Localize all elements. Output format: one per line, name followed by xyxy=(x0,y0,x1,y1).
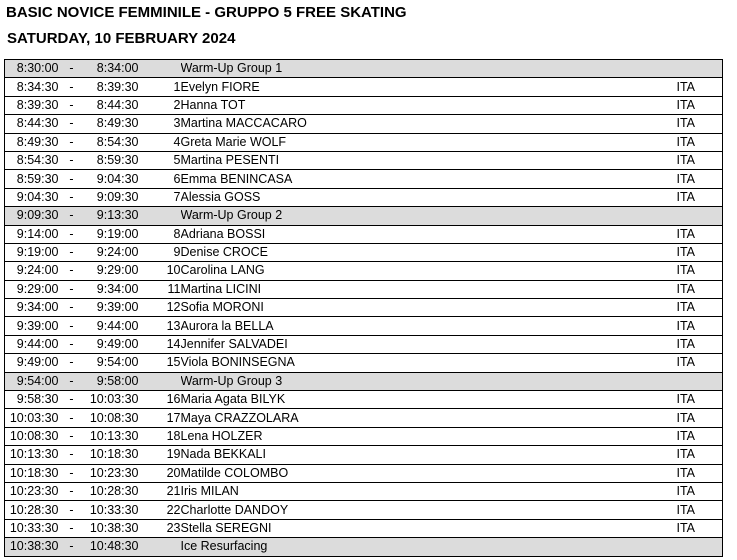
start-time: 10:23:30 xyxy=(5,482,59,500)
nation: ITA xyxy=(677,262,723,280)
start-number: 21 xyxy=(139,482,181,500)
event-label: Ice Resurfacing xyxy=(181,538,677,556)
start-time: 10:18:30 xyxy=(5,464,59,482)
event-label: Warm-Up Group 3 xyxy=(181,372,677,390)
time-separator: - xyxy=(59,501,85,519)
schedule-event-row xyxy=(5,207,723,225)
skater-name: Greta Marie WOLF xyxy=(181,133,677,151)
start-number: 3 xyxy=(139,115,181,133)
start-time: 9:14:00 xyxy=(5,225,59,243)
skater-name: Charlotte DANDOY xyxy=(181,501,677,519)
time-separator: - xyxy=(59,519,85,537)
start-number: 11 xyxy=(139,280,181,298)
schedule-skater-row xyxy=(5,446,723,464)
schedule-skater-row xyxy=(5,243,723,261)
end-time: 10:48:30 xyxy=(85,538,139,556)
start-time: 9:24:00 xyxy=(5,262,59,280)
start-number: 10 xyxy=(139,262,181,280)
skater-name: Evelyn FIORE xyxy=(181,78,677,96)
time-separator: - xyxy=(59,409,85,427)
time-separator: - xyxy=(59,188,85,206)
time-separator: - xyxy=(59,262,85,280)
skater-name: Stella SEREGNI xyxy=(181,519,677,537)
time-separator: - xyxy=(59,427,85,445)
time-separator: - xyxy=(59,96,85,114)
schedule-skater-row xyxy=(5,225,723,243)
skater-name: Matilde COLOMBO xyxy=(181,464,677,482)
skater-name: Sofia MORONI xyxy=(181,299,677,317)
schedule-skater-row xyxy=(5,354,723,372)
skater-name: Emma BENINCASA xyxy=(181,170,677,188)
start-number: 8 xyxy=(139,225,181,243)
schedule-skater-row xyxy=(5,427,723,445)
schedule-skater-row xyxy=(5,280,723,298)
time-separator: - xyxy=(59,446,85,464)
event-label: Warm-Up Group 1 xyxy=(181,60,677,78)
end-time: 8:59:30 xyxy=(85,151,139,169)
start-number: 14 xyxy=(139,335,181,353)
time-separator: - xyxy=(59,78,85,96)
schedule-table xyxy=(4,59,723,557)
nation: ITA xyxy=(677,225,723,243)
schedule-skater-row xyxy=(5,133,723,151)
start-number: 22 xyxy=(139,501,181,519)
schedule-skater-row xyxy=(5,482,723,500)
start-time: 8:34:30 xyxy=(5,78,59,96)
start-time: 10:28:30 xyxy=(5,501,59,519)
end-time: 10:03:30 xyxy=(85,391,139,409)
time-separator: - xyxy=(59,280,85,298)
start-time: 8:44:30 xyxy=(5,115,59,133)
schedule-skater-row xyxy=(5,151,723,169)
end-time: 9:44:00 xyxy=(85,317,139,335)
nation: ITA xyxy=(677,299,723,317)
start-number: 16 xyxy=(139,391,181,409)
start-time: 9:44:00 xyxy=(5,335,59,353)
nation xyxy=(677,538,723,556)
start-time: 9:49:00 xyxy=(5,354,59,372)
time-separator: - xyxy=(59,299,85,317)
schedule-skater-row xyxy=(5,409,723,427)
end-time: 10:18:30 xyxy=(85,446,139,464)
skater-name: Denise CROCE xyxy=(181,243,677,261)
nation: ITA xyxy=(677,133,723,151)
start-time: 9:34:00 xyxy=(5,299,59,317)
start-time: 8:49:30 xyxy=(5,133,59,151)
schedule-skater-row xyxy=(5,170,723,188)
skater-name: Jennifer SALVADEI xyxy=(181,335,677,353)
time-separator: - xyxy=(59,317,85,335)
skater-name: Martina LICINI xyxy=(181,280,677,298)
end-time: 10:08:30 xyxy=(85,409,139,427)
end-time: 9:19:00 xyxy=(85,225,139,243)
schedule-skater-row xyxy=(5,115,723,133)
skater-name: Nada BEKKALI xyxy=(181,446,677,464)
start-number: 5 xyxy=(139,151,181,169)
time-separator: - xyxy=(59,335,85,353)
nation: ITA xyxy=(677,501,723,519)
document-title: BASIC NOVICE FEMMINILE - GRUPPO 5 FREE SKATING xyxy=(6,4,407,21)
skater-name: Hanna TOT xyxy=(181,96,677,114)
end-time: 9:34:00 xyxy=(85,280,139,298)
time-separator: - xyxy=(59,354,85,372)
skater-name: Martina MACCACARO xyxy=(181,115,677,133)
nation: ITA xyxy=(677,115,723,133)
start-time: 10:13:30 xyxy=(5,446,59,464)
start-time: 9:19:00 xyxy=(5,243,59,261)
nation: ITA xyxy=(677,280,723,298)
schedule-skater-row xyxy=(5,501,723,519)
end-time: 9:49:00 xyxy=(85,335,139,353)
schedule-skater-row xyxy=(5,78,723,96)
start-number xyxy=(139,538,181,556)
start-number xyxy=(139,207,181,225)
nation: ITA xyxy=(677,188,723,206)
time-separator: - xyxy=(59,133,85,151)
schedule-skater-row xyxy=(5,299,723,317)
start-number: 2 xyxy=(139,96,181,114)
schedule-skater-row xyxy=(5,519,723,537)
end-time: 9:29:00 xyxy=(85,262,139,280)
start-time: 10:33:30 xyxy=(5,519,59,537)
start-time: 8:39:30 xyxy=(5,96,59,114)
nation: ITA xyxy=(677,409,723,427)
start-number: 1 xyxy=(139,78,181,96)
nation: ITA xyxy=(677,335,723,353)
end-time: 8:54:30 xyxy=(85,133,139,151)
time-separator: - xyxy=(59,391,85,409)
time-separator: - xyxy=(59,170,85,188)
start-number: 12 xyxy=(139,299,181,317)
start-time: 10:03:30 xyxy=(5,409,59,427)
document-date: SATURDAY, 10 FEBRUARY 2024 xyxy=(7,30,236,47)
start-number: 9 xyxy=(139,243,181,261)
start-number: 13 xyxy=(139,317,181,335)
end-time: 8:39:30 xyxy=(85,78,139,96)
start-number xyxy=(139,372,181,390)
nation: ITA xyxy=(677,96,723,114)
end-time: 9:04:30 xyxy=(85,170,139,188)
time-separator: - xyxy=(59,372,85,390)
start-number: 17 xyxy=(139,409,181,427)
end-time: 9:39:00 xyxy=(85,299,139,317)
start-number: 15 xyxy=(139,354,181,372)
start-number: 19 xyxy=(139,446,181,464)
start-number xyxy=(139,60,181,78)
schedule-skater-row xyxy=(5,262,723,280)
nation: ITA xyxy=(677,151,723,169)
schedule-skater-row xyxy=(5,335,723,353)
time-separator: - xyxy=(59,243,85,261)
end-time: 9:24:00 xyxy=(85,243,139,261)
end-time: 8:49:30 xyxy=(85,115,139,133)
nation: ITA xyxy=(677,464,723,482)
nation: ITA xyxy=(677,391,723,409)
schedule-skater-row xyxy=(5,317,723,335)
time-separator: - xyxy=(59,538,85,556)
start-time: 10:08:30 xyxy=(5,427,59,445)
start-number: 7 xyxy=(139,188,181,206)
schedule-event-row xyxy=(5,372,723,390)
start-time: 10:38:30 xyxy=(5,538,59,556)
nation: ITA xyxy=(677,170,723,188)
skater-name: Carolina LANG xyxy=(181,262,677,280)
nation: ITA xyxy=(677,243,723,261)
time-separator: - xyxy=(59,464,85,482)
schedule-event-row xyxy=(5,60,723,78)
skater-name: Alessia GOSS xyxy=(181,188,677,206)
start-time: 8:59:30 xyxy=(5,170,59,188)
nation xyxy=(677,207,723,225)
time-separator: - xyxy=(59,60,85,78)
nation: ITA xyxy=(677,354,723,372)
start-time: 9:04:30 xyxy=(5,188,59,206)
start-number: 18 xyxy=(139,427,181,445)
skater-name: Lena HOLZER xyxy=(181,427,677,445)
skater-name: Iris MILAN xyxy=(181,482,677,500)
nation xyxy=(677,60,723,78)
skater-name: Maria Agata BILYK xyxy=(181,391,677,409)
nation: ITA xyxy=(677,317,723,335)
schedule-skater-row xyxy=(5,96,723,114)
skater-name: Maya CRAZZOLARA xyxy=(181,409,677,427)
start-number: 20 xyxy=(139,464,181,482)
skater-name: Viola BONINSEGNA xyxy=(181,354,677,372)
start-number: 23 xyxy=(139,519,181,537)
nation: ITA xyxy=(677,427,723,445)
time-separator: - xyxy=(59,151,85,169)
end-time: 10:33:30 xyxy=(85,501,139,519)
end-time: 9:54:00 xyxy=(85,354,139,372)
nation: ITA xyxy=(677,446,723,464)
schedule-body xyxy=(5,60,723,557)
time-separator: - xyxy=(59,207,85,225)
start-time: 9:58:30 xyxy=(5,391,59,409)
start-time: 9:39:00 xyxy=(5,317,59,335)
schedule-skater-row xyxy=(5,391,723,409)
time-separator: - xyxy=(59,115,85,133)
start-time: 8:54:30 xyxy=(5,151,59,169)
start-number: 6 xyxy=(139,170,181,188)
end-time: 9:13:30 xyxy=(85,207,139,225)
nation: ITA xyxy=(677,519,723,537)
end-time: 9:09:30 xyxy=(85,188,139,206)
schedule-skater-row xyxy=(5,464,723,482)
end-time: 8:44:30 xyxy=(85,96,139,114)
skater-name: Adriana BOSSI xyxy=(181,225,677,243)
time-separator: - xyxy=(59,482,85,500)
end-time: 10:23:30 xyxy=(85,464,139,482)
nation: ITA xyxy=(677,78,723,96)
end-time: 10:13:30 xyxy=(85,427,139,445)
event-label: Warm-Up Group 2 xyxy=(181,207,677,225)
skater-name: Aurora la BELLA xyxy=(181,317,677,335)
schedule-skater-row xyxy=(5,188,723,206)
nation xyxy=(677,372,723,390)
schedule-event-row xyxy=(5,538,723,556)
skater-name: Martina PESENTI xyxy=(181,151,677,169)
start-number: 4 xyxy=(139,133,181,151)
end-time: 9:58:00 xyxy=(85,372,139,390)
start-time: 9:29:00 xyxy=(5,280,59,298)
time-separator: - xyxy=(59,225,85,243)
end-time: 10:28:30 xyxy=(85,482,139,500)
start-time: 9:54:00 xyxy=(5,372,59,390)
end-time: 10:38:30 xyxy=(85,519,139,537)
start-time: 8:30:00 xyxy=(5,60,59,78)
start-time: 9:09:30 xyxy=(5,207,59,225)
end-time: 8:34:00 xyxy=(85,60,139,78)
nation: ITA xyxy=(677,482,723,500)
